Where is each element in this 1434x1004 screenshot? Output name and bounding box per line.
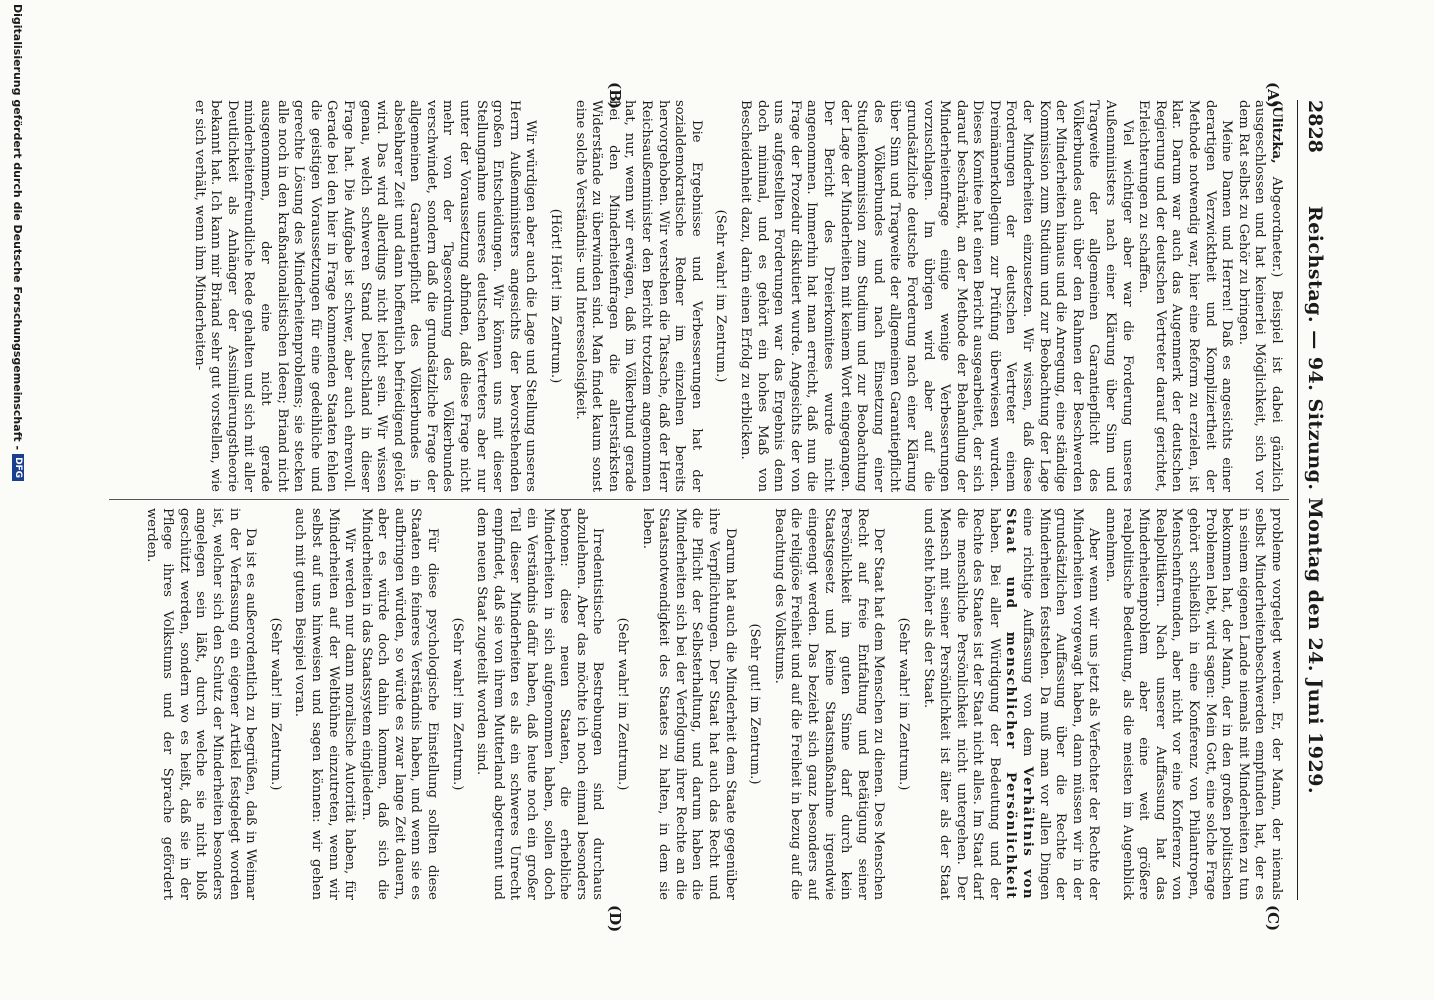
margin-letter-a: (A) <box>1264 82 1282 108</box>
paragraph: Irredentistische Bestrebungen sind durchaus abzulehnen. Aber das möchte ich noch einmal besonders betonen: diese neuen Staaten, die erhebliche Minderheiten in sich aufgenommen haben, sollen doch ein Verständnis dafür haben, daß heute noch ein großer Teil dieser Minderheiten es als ein schweres Unrecht empfindet, daß sie von ihrem Mutterland abgetrennt und dem neuen Staat zugeteilt worden sind. <box>474 508 606 900</box>
running-head: Reichstag. — 94. Sitzung. Montag den 24. Juni 1929. <box>1304 205 1326 795</box>
dfg-logo: DFG <box>12 454 24 481</box>
paragraph-emphasis <box>919 508 1102 900</box>
interjection: (Sehr wahr! im Zentrum.) <box>713 209 729 383</box>
page-header <box>1297 100 1332 900</box>
interjection: (Sehr wahr! im Zentrum.) <box>267 617 283 791</box>
column-divider <box>109 499 1289 500</box>
paragraph: Da ist es außerordentlich zu begrüßen, daß in Weimar in der Verfassung ein eigener Artikel festgelegt worden ist, welcher sich den Schutz der Minderheiten besonders angelegen sein läßt, durch welche sie nicht bloß geschützt werden, sondern wo es heißt, daß sie in der Pflege ihres Volkstums und der Sprache gefördert werden. <box>143 508 259 900</box>
interjection: (Sehr wahr! im Zentrum.) <box>449 617 465 791</box>
paragraph: Wir werden nur dann moralische Autorität haben, für Minderheiten auf der Weltbühne einzutreten, wenn wir selbst auf uns hinweisen und sagen können: wir gehen auch mit gutem Beispiel voran. <box>292 508 358 900</box>
interjection: (Sehr wahr! im Zentrum.) <box>895 617 911 791</box>
paragraph: probleme vorgelegt werden. Er, der Mann, der niemals selbst Minderheitenbeschwerden empfunden hat, der es in seinem eigenen Lande niemals mit Minderheiten zu tun bekommen hat, der Mann, der in den großen politischen Problemen lebt, wird sagen: Mein Gott, eine solche Frage gehört schließlich in eine Konferenz von Philantropen, Menschenfreunden, aber nicht vor eine Konferenz von Realpolitikern. Nach unserer Auffassung hat das Minderheitenproblem aber eine weit größere realpolitische Bedeutung, als die meisten im Augenblick annehmen. <box>1103 508 1284 900</box>
paragraph-text: Aber wenn wir uns jetzt als Verfechter der Rechte der Minderheiten vorgewagt haben, dann müssen wir in der grundsätzlichen Auffassung über die Rechte der Minderheiten feststehen. Da muß man vor allen Dingen eine richtige Auffassung von dem <box>1020 508 1102 900</box>
paragraph-speaker-intro <box>1234 100 1284 492</box>
paragraph: Der Staat hat dem Menschen zu dienen. Des Menschen Recht auf freie Entfaltung und Betätigung seiner Persönlichkeit im guten Sinne darf durch kein Staatsgesetz und keine Staatsmaßnahme irgendwie eingeengt werden. Das bezieht sich ganz besonders auf die religiöse Freiheit und auf die Freiheit in bezug auf die Beachtung des Volkstums. <box>771 508 887 900</box>
paragraph: Die Ergebnisse und Verbesserungen hat der sozialdemokratische Redner im einzelnen bereits hervorgehoben. Wir verstehen die Tatsache, daß der Herr Reichsaußenminister den Bericht trotzdem angenommen hat, nur, wenn wir erwägen, daß im Völkerbund gerade bei den Minderheitenfragen die allerstärksten Widerstände zu überwinden sind. Man findet kaum sonst eine solche Verständnis- und Interesselosigkeit. <box>572 100 704 492</box>
paragraph: Wir würdigen aber auch die Lage und Stellung unseres Herrn Außenministers angesichts der bevorstehenden großen Entscheidungen. Wir können uns mit dieser Stellungnahme unseres deutschen Vertreters aber nur unter der Voraussetzung abfinden, daß diese Frage nicht mehr von der Tagesordnung des Völkerbundes verschwindet, sondern daß die grundsätzliche Frage der allgemeinen Garantiepflicht des Völkerbundes in absehbarer Zeit und dann hoffentlich befriedigend gelöst wird. Das wird allerdings nicht leicht sein. Wir wissen genau, welch schweren Stand Deutschland in dieser Frage hat. Die Aufgabe ist schwer, aber auch ehrenvoll. Gerade bei den hier in Frage kommenden Staaten fehlen die geistigen Voraussetzungen für eine gedeihliche und gerechte Lösung des Minderheitenproblems; sie stecken alle noch in den kraßnationalistischen Ideen; Briand nicht ausgenommen, der eine nicht gerade minderheitenfreundliche Rede gehalten und sich mit aller Deutlichkeit als Anhänger der Assimilierungstheorie bekannt hat. Ich kann mir Briand sehr gut vorstellen, wie er sich verhält, wenn ihm Minderheiten- <box>191 100 539 492</box>
left-column <box>114 100 1284 492</box>
right-column <box>114 508 1284 900</box>
paragraph-text: haben. Bei aller Würdigung der Bedeutung und der Rechte des Staates ist der Staat nicht alles. Im Staat darf die menschliche Persönlichkeit nicht untergehen. Der Mensch mit seiner Persönlichkeit ist älter als der Staat und steht höher als der Staat. <box>920 508 1002 900</box>
emphasis-text: Verhältnis von Staat und menschlicher Persönlichkeit <box>1003 508 1036 900</box>
page-number: 2828 <box>1304 100 1326 153</box>
interjection: (Hört! Hört! im Zentrum.) <box>548 208 564 384</box>
speaker-name: (Ulitzka, <box>1269 100 1284 164</box>
paragraph: Meine Damen und Herren! Daß es angesichts einer derartigen Verzwicktheit und Kompliziertheit der Methode notwendig war, hier eine Reform zu erzielen, ist klar. Darum war auch das Augenmerk der deutschen Regierung und der deutschen Vertreter darauf gerichtet, Erleichterungen zu schaffen. <box>1136 100 1235 492</box>
margin-letter-d: (D) <box>606 905 624 933</box>
digitization-footer <box>6 0 30 1004</box>
paragraph: Für diese psychologische Einstellung sollten diese Staaten ein feineres Verständnis haben, und wenn sie es aufbringen würden, so würde es zwar lange Zeit dauern, aber es würde doch dahin kommen, daß sich die Minderheiten in das Staatssystem eingliedern. <box>358 508 441 900</box>
paragraph-text: Beispiel ist dabei gänzlich ausgeschlossen und hat keinerlei Möglichkeit, sich vor dem Rat selbst zu Gehör zu bringen. <box>1235 100 1284 492</box>
footer-text: Digitalisierung gefördert durch die Deutsche Forschungsgemeinschaft - <box>11 4 25 451</box>
margin-letter-b: (B) <box>606 82 624 109</box>
margin-letter-c: (C) <box>1264 905 1282 932</box>
interjection: (Sehr wahr! im Zentrum.) <box>615 617 631 791</box>
interjection: (Sehr gut! im Zentrum.) <box>747 623 763 785</box>
paragraph: Viel wichtiger aber war die Forderung unseres Außenministers nach einer Klärung über Sinn und Tragweite der allgemeinen Garantiepflicht des Völkerbundes auch über den Rahmen der Beschwerden der Minderheiten hinaus und die Anregung, eine ständige Kommission zum Studium und zur Beobachtung der Lage der Minderheiten einzusetzen. Wir wissen, daß diese Forderungen der deutschen Vertreter einem Dreimännerkollegium zur Prüfung überwiesen wurden. Dieses Komitee hat einen Bericht ausgearbeitet, der sich darauf beschränkt, an der Methode der Behandlung der Minderheitenfrage einige wenige Verbesserungen vorzuschlagen. Im übrigen wird aber auf die grundsätzliche deutsche Forderung nach einer Klärung über Sinn und Tragweite der allgemeinen Garantiepflicht des Völkerbundes und nach Einsetzung einer Studienkommission zum Studium und zur Beobachtung der Lage der Minderheiten mit keinem Wort eingegangen. Der Bericht des Dreierkomitees wurde nicht angenommen. Immerhin hat man erreicht, daß nun die Frage der Prozedur diskutiert wurde. Angesichts der von uns aufgestellten Forderungen war das Ergebnis denn doch minimal, und es gehört ein hohes Maß von Bescheidenheit dazu, darin einen Erfolg zu erblicken. <box>738 100 1135 492</box>
paragraph: Darum hat auch die Minderheit dem Staate gegenüber ihre Verpflichtungen. Der Staat hat auch das Recht und die Pflicht der Selbsterhaltung, und darum haben die Minderheiten sich bei der Verfolgung ihrer Rechte an die Staatsnotwendigkeit des Staates zu halten, in dem sie leben. <box>639 508 738 900</box>
speaker-role: Abgeordneter.) <box>1269 176 1284 278</box>
